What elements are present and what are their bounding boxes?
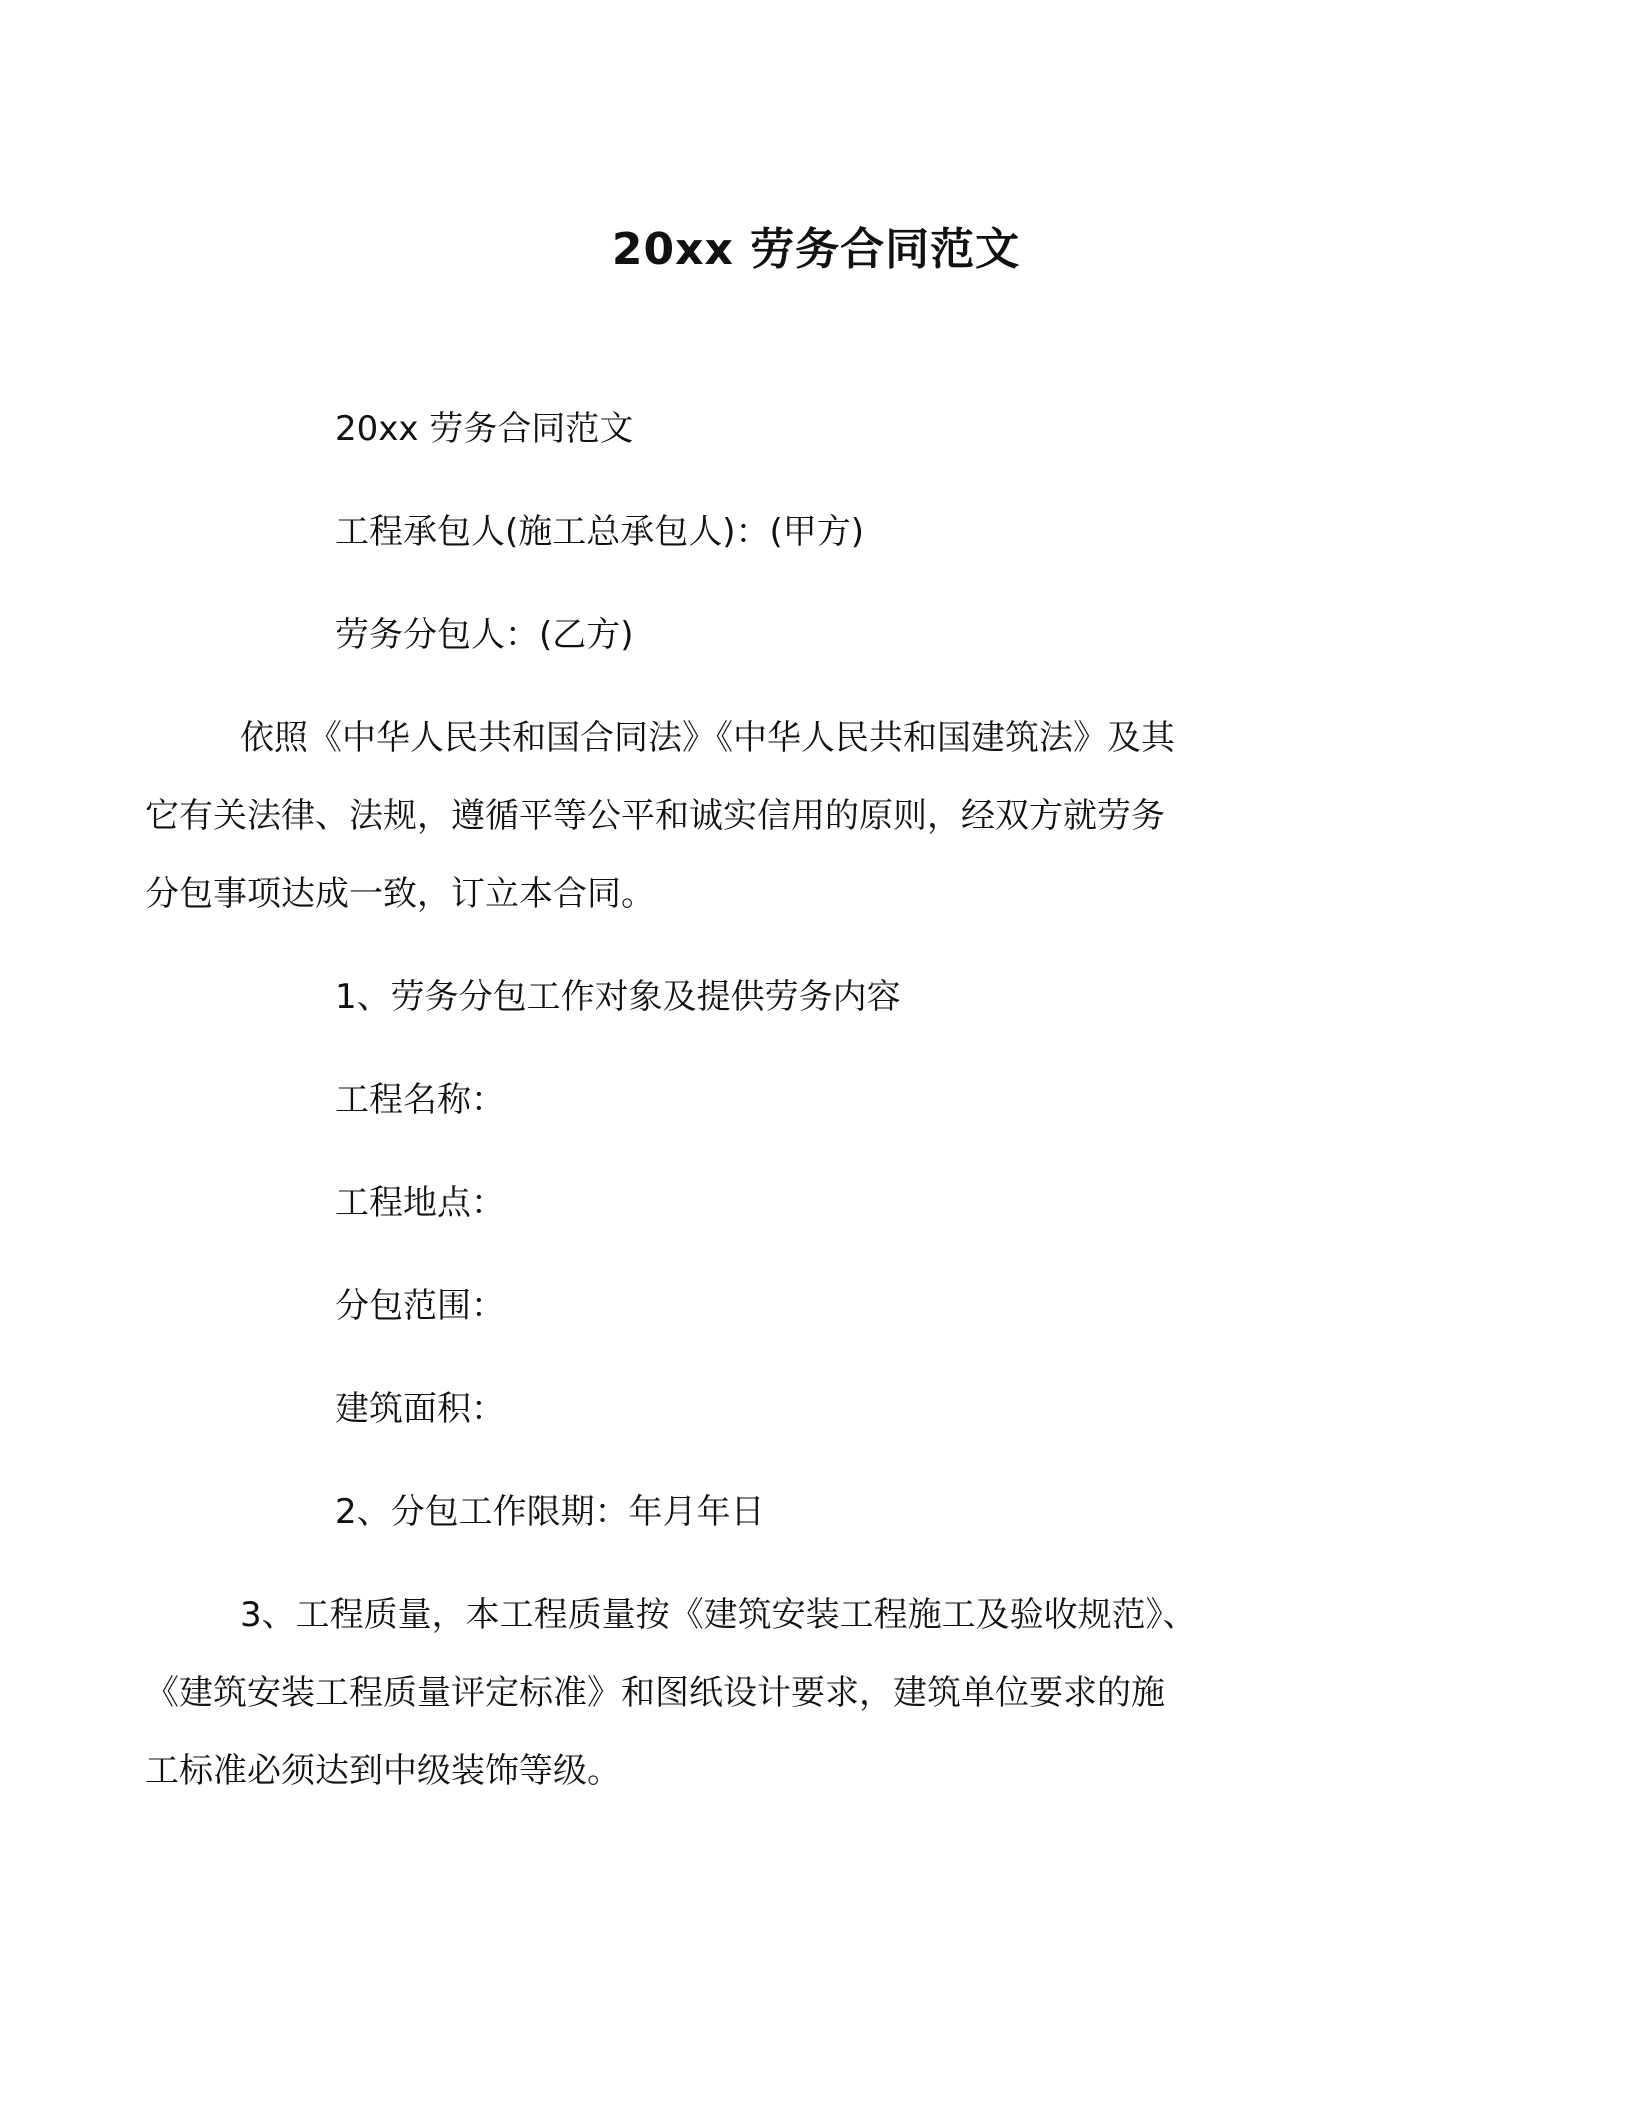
building-area-field: 建筑面积：: [335, 1389, 505, 1429]
document-title: 20xx 劳务合同范文: [611, 224, 1021, 275]
preamble-line: 分包事项达成一致，订立本合同。: [145, 874, 655, 914]
party-b-paragraph: 劳务分包人：(乙方): [335, 615, 634, 655]
quality-line: 《建筑安装工程质量评定标准》和图纸设计要求，建筑单位要求的施: [145, 1673, 1165, 1713]
party-a-paragraph: 工程承包人(施工总承包人)：(甲方): [335, 512, 865, 552]
quality-line: 3、工程质量，本工程质量按《建筑安装工程施工及验收规范》、: [240, 1595, 1197, 1635]
project-location-field: 工程地点：: [335, 1183, 505, 1223]
document-body: [145, 390, 1380, 1835]
section-3-paragraph: [145, 1576, 1380, 1810]
preamble-paragraph: [145, 699, 1380, 933]
project-name-field: 工程名称：: [335, 1080, 505, 1120]
section-1-heading: 1、劳务分包工作对象及提供劳务内容: [335, 977, 901, 1017]
subcontract-scope-field: 分包范围：: [335, 1286, 505, 1326]
quality-line: 工标准必须达到中级装饰等级。: [145, 1751, 621, 1791]
section-2-paragraph: 2、分包工作限期：年月年日: [335, 1492, 765, 1532]
subtitle-paragraph: 20xx 劳务合同范文: [335, 409, 634, 449]
preamble-line: 它有关法律、法规，遵循平等公平和诚实信用的原则，经双方就劳务: [145, 796, 1165, 836]
preamble-line: 依照《中华人民共和国合同法》《中华人民共和国建筑法》及其: [240, 718, 1175, 758]
